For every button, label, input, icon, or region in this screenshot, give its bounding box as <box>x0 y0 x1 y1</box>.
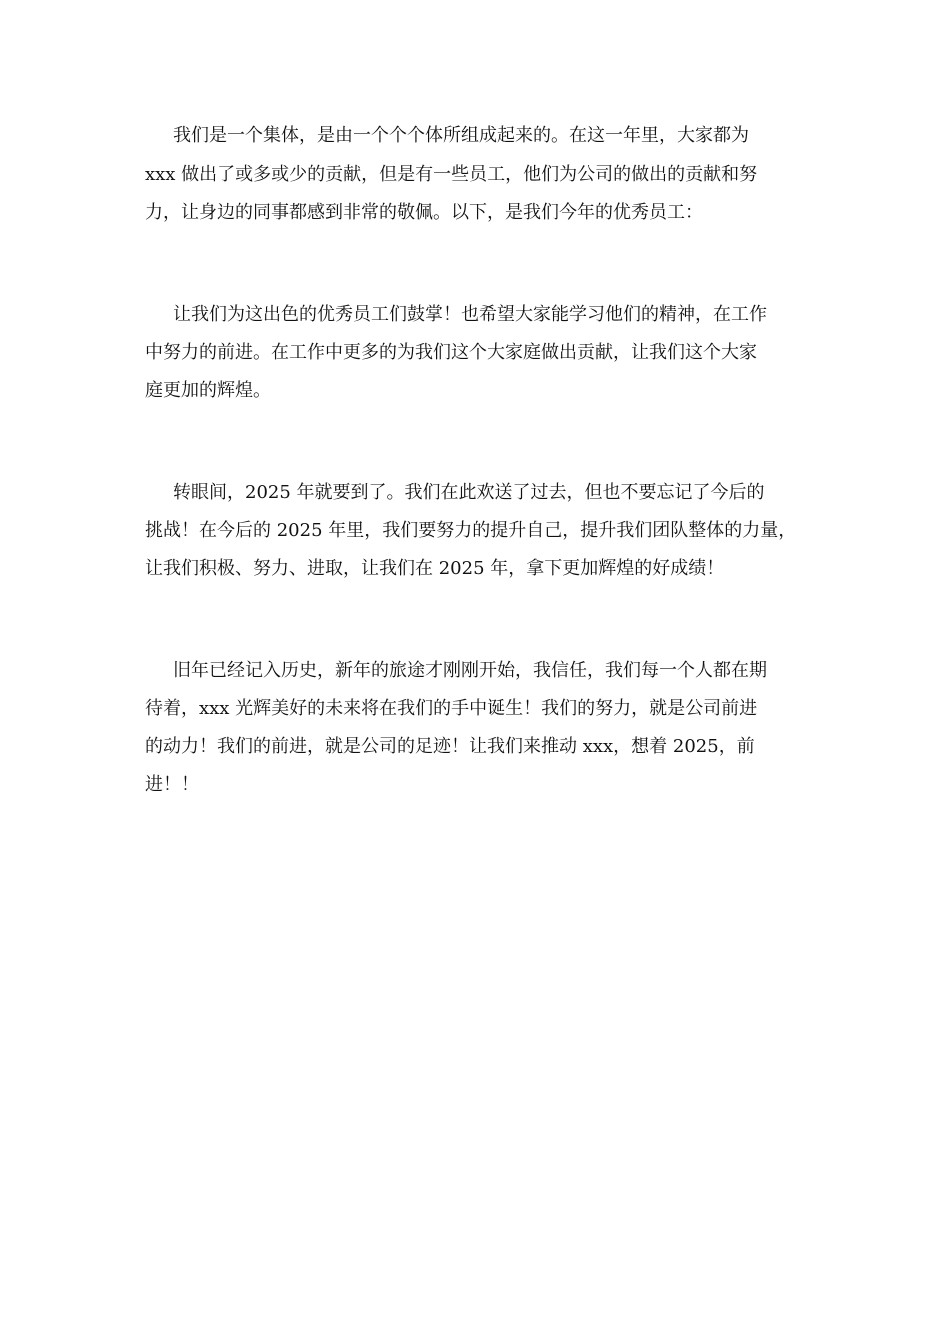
paragraph-2-line-2: 中努力的前进。在工作中更多的为我们这个大家庭做出贡献，让我们这个大家 <box>145 342 757 363</box>
paragraph-1-line-1: 我们是一个集体，是由一个个个体所组成起来的。在这一年里，大家都为 <box>173 125 749 146</box>
paragraph-3-line-3: 让我们积极、努力、进取，让我们在 2025 年，拿下更加辉煌的好成绩！ <box>145 558 725 579</box>
paragraph-3-line-1: 转眼间，2025 年就要到了。我们在此欢送了过去，但也不要忘记了今后的 <box>173 482 765 503</box>
paragraph-1-line-3: 力，让身边的同事都感到非常的敬佩。以下，是我们今年的优秀员工： <box>145 202 703 223</box>
paragraph-3-line-2: 挑战！在今后的 2025 年里，我们要努力的提升自己，提升我们团队整体的力量， <box>145 520 797 541</box>
paragraph-4-line-3: 的动力！我们的前进，就是公司的足迹！让我们来推动 xxx，想着 2025，前 <box>145 736 755 757</box>
paragraph-2-line-3: 庭更加的辉煌。 <box>145 380 271 401</box>
paragraph-1-line-2: xxx 做出了或多或少的贡献，但是有一些员工，他们为公司的做出的贡献和努 <box>145 164 758 185</box>
paragraph-2-line-1: 让我们为这出色的优秀员工们鼓掌！也希望大家能学习他们的精神，在工作 <box>173 304 767 325</box>
paragraph-4-line-1: 旧年已经记入历史，新年的旅途才刚刚开始，我信任，我们每一个人都在期 <box>173 660 767 681</box>
paragraph-4-line-4: 进！！ <box>145 774 199 795</box>
paragraph-4-line-2: 待着，xxx 光辉美好的未来将在我们的手中诞生！我们的努力，就是公司前进 <box>145 698 758 719</box>
